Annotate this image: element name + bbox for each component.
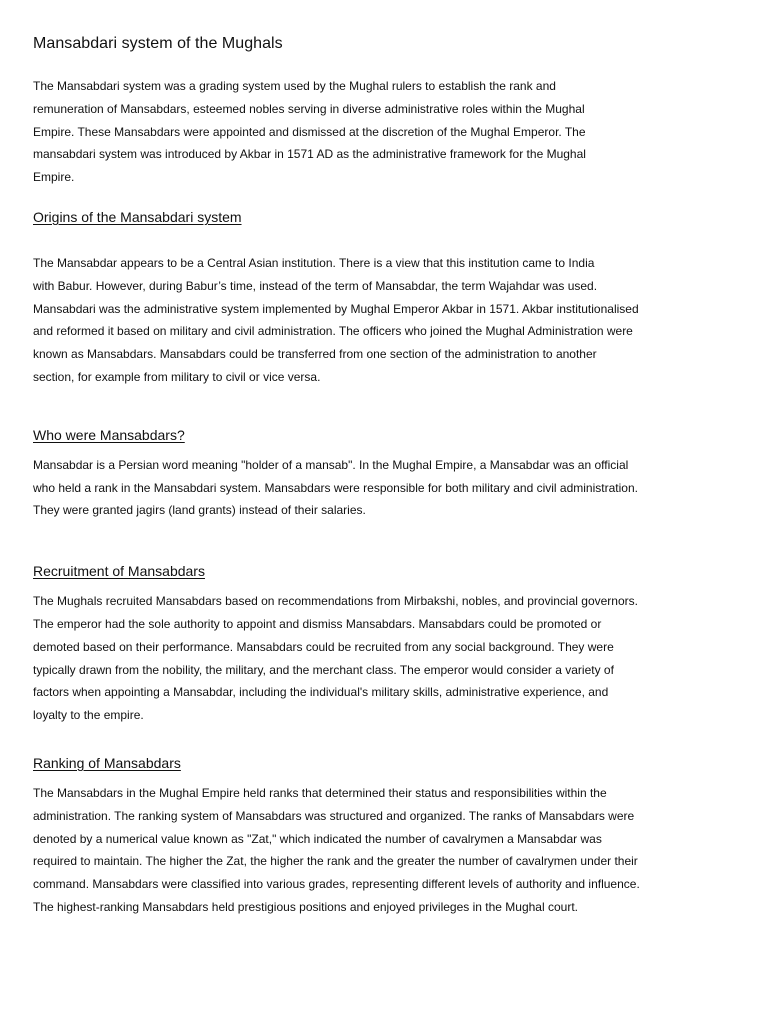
who-paragraph bbox=[33, 454, 673, 522]
origins-line: section, for example from military to civil or vice versa. bbox=[33, 369, 321, 384]
recruitment-line: demoted based on their performance. Mansabdars could be recruited from any social background. They were bbox=[33, 639, 614, 654]
intro-line: Empire. bbox=[33, 170, 75, 185]
recruitment-line: factors when appointing a Mansabdar, including the individual's military skills, administrative experience, and bbox=[33, 685, 609, 700]
intro-line: The Mansabdari system was a grading system used by the Mughal rulers to establish the rank and bbox=[33, 79, 556, 93]
heading-recruitment: Recruitment of Mansabdars bbox=[33, 563, 205, 580]
origins-line: Mansabdari was the administrative system implemented by Mughal Emperor Akbar in 1571. Akbar institutionalised bbox=[33, 301, 639, 316]
heading-origins: Origins of the Mansabdari system bbox=[33, 208, 242, 225]
ranking-line: The Mansabdars in the Mughal Empire held ranks that determined their status and responsibilities within the bbox=[33, 785, 607, 800]
recruitment-line: loyalty to the empire. bbox=[33, 708, 144, 723]
ranking-line: denoted by a numerical value known as "Zat," which indicated the number of cavalrymen a Mansabdar was bbox=[33, 831, 602, 846]
intro-line: Empire. These Mansabdars were appointed and dismissed at the discretion of the Mughal Emperor. The bbox=[33, 124, 586, 139]
page-title: Mansabdari system of the Mughals bbox=[33, 35, 283, 52]
intro-line: remuneration of Mansabdars, esteemed nobles serving in diverse administrative roles within the Mughal bbox=[33, 101, 585, 116]
heading-who-were-mansabdars: Who were Mansabdars? bbox=[33, 426, 185, 443]
recruitment-paragraph bbox=[33, 590, 673, 727]
ranking-line: required to maintain. The higher the Zat, the higher the rank and the greater the number of cavalrymen under their bbox=[33, 854, 638, 869]
intro-paragraph bbox=[33, 75, 645, 189]
who-line: Mansabdar is a Persian word meaning "holder of a mansab". In the Mughal Empire, a Mansabdar was an official bbox=[33, 457, 629, 472]
who-line: They were granted jagirs (land grants) instead of their salaries. bbox=[33, 503, 366, 518]
intro-line: mansabdari system was introduced by Akbar in 1571 AD as the administrative framework for the Mughal bbox=[33, 147, 586, 162]
origins-line: known as Mansabdars. Mansabdars could be transferred from one section of the administration to another bbox=[33, 347, 597, 362]
recruitment-line: typically drawn from the nobility, the military, and the merchant class. The emperor would consider a variety of bbox=[33, 662, 614, 677]
origins-line: with Babur. However, during Babur’s time, instead of the term of Mansabdar, the term Wajahdar was used. bbox=[33, 278, 598, 293]
recruitment-line: The emperor had the sole authority to appoint and dismiss Mansabdars. Mansabdars could be promoted or bbox=[33, 616, 602, 631]
origins-line: and reformed it based on military and civil administration. The officers who joined the Mughal Administration were bbox=[33, 324, 633, 339]
ranking-line: The highest-ranking Mansabdars held prestigious positions and enjoyed privileges in the Mughal court. bbox=[33, 899, 578, 914]
ranking-paragraph bbox=[33, 782, 673, 919]
origins-paragraph bbox=[33, 252, 673, 389]
ranking-line: administration. The ranking system of Mansabdars was structured and organized. The ranks of Mansabdars were bbox=[33, 808, 635, 823]
who-line: who held a rank in the Mansabdari system. Mansabdars were responsible for both military and civil administration. bbox=[33, 480, 638, 495]
origins-line: The Mansabdar appears to be a Central Asian institution. There is a view that this institution came to India bbox=[33, 255, 595, 270]
ranking-line: command. Mansabdars were classified into various grades, representing different levels of authority and influence. bbox=[33, 877, 640, 892]
recruitment-line: The Mughals recruited Mansabdars based on recommendations from Mirbakshi, nobles, and provincial governors. bbox=[33, 594, 638, 609]
heading-ranking: Ranking of Mansabdars bbox=[33, 754, 181, 771]
